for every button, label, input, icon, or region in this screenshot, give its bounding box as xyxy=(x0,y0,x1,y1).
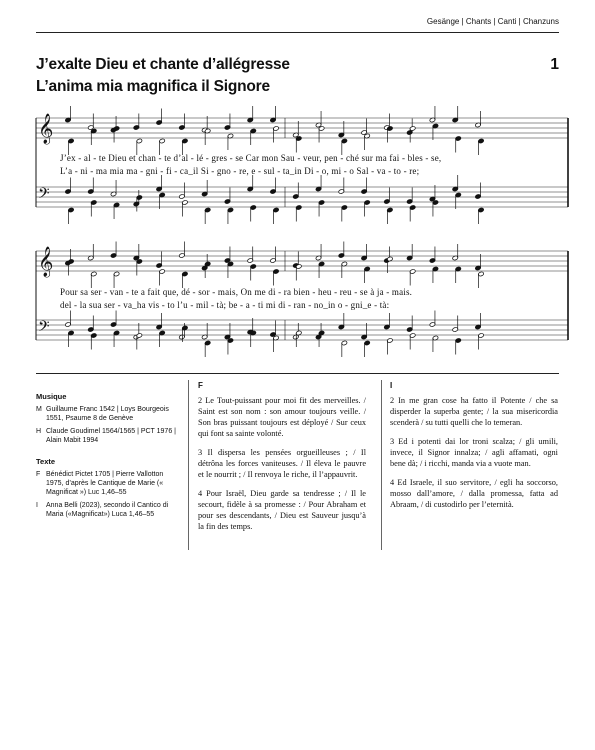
stanza-4: 4 Ed Israele, il suo servitore, / egli ha soccorso, mosso dall’amore, / dalla promessa, fatta ad Abraam, / di custodirlo per l’eternità. xyxy=(390,478,558,509)
bass-clef-icon: 𝄢 xyxy=(38,185,50,206)
treble-clef-icon: 𝄞 xyxy=(38,114,54,144)
lyrics-system1-french: J’ex - al - te Dieu et chan - te d’al - lé - gres - se Car mon Sau - veur, pen - ché sur ma fai - bles - se, xyxy=(60,153,442,163)
lyrics-system2-italian: del - la sua ser - va_ha vis - to l’u - mil - tà; be - a - ti mi di - ran - no_in o - gni_e - tà: xyxy=(60,300,390,310)
stanza-4: 4 Pour Israël, Dieu garde sa tendresse ; / Il le secourt, fidèle à sa promesse : / Pour Abraham et pour ses descendants, / Dieu est Sauveur jusqu’à la fin des temps. xyxy=(198,489,366,531)
text-heading: Texte xyxy=(36,457,56,466)
lyrics-system2-french: Pour sa ser - van - te a fait que, dé - sor - mais, On me di - ra bien - heu - reu - se à ja - mais. xyxy=(60,287,413,297)
credits-sidebar xyxy=(36,380,176,523)
lyrics-system1-italian: L’a - ni - ma mia ma - gni - fi - ca_il Si - gno - re, e - sul - ta_in Di - o, mi - o Sal - va - to - re; xyxy=(60,166,420,176)
running-header: Gesänge | Chants | Canti | Chanzuns xyxy=(36,16,559,33)
column-divider xyxy=(381,380,382,550)
credit-harmony: H Claude Goudimel 1564/1565 | PCT 1976 | Alain Mabit 1994 xyxy=(36,428,176,444)
song-title-french: J’exalte Dieu et chante d’allégresse xyxy=(36,56,290,73)
credit-melody: M Guillaume Franc 1542 | Loys Bourgeois 1551, Psaume 8 de Genève xyxy=(36,406,169,422)
song-number: 1 xyxy=(550,56,559,73)
column-divider xyxy=(188,380,189,550)
language-letter: F xyxy=(198,381,203,390)
stanza-3: 3 Il dispersa les pensées orgueilleuses ; / Il détrôna les forces vaniteuses. / Il éleva le pauvre et le nourrit ; / Il renvoya le riche, il l’appauvrit. xyxy=(198,448,366,479)
stanza-2: 2 Le Tout-puissant pour moi fit des merveilles. / Saint est son nom : son amour toujours veille. / Son bras puissant toujours est déployé / Sur ceux qui font sa sainte volonté. xyxy=(198,396,366,438)
section-divider xyxy=(36,373,559,374)
stanzas-french xyxy=(198,380,366,540)
stanzas-italian xyxy=(390,380,558,518)
stanza-2: 2 In me gran cose ha fatto il Potente / che sa disperder la superba gente; / la sua misericordia scenderà / su tutti quelli che lo temeran. xyxy=(390,396,558,427)
credit-text-french: F Bénédict Pictet 1705 | Pierre Vallotton 1975, d’après le Cantique de Marie (« Magnificat ») Luc 1,46–55 xyxy=(36,471,164,496)
credit-text-italian: I Anna Belli (2023), secondo il Cantico di Maria («Magnificat») Luca 1,46–55 xyxy=(36,502,169,518)
song-title-italian: L’anima mia magnifica il Signore xyxy=(36,78,270,95)
language-letter: I xyxy=(390,381,393,390)
treble-clef-icon: 𝄞 xyxy=(38,247,54,277)
music-heading: Musique xyxy=(36,392,67,401)
bass-clef-icon: 𝄢 xyxy=(38,318,50,339)
stanza-3: 3 Ed i potenti dai lor troni scalza; / gli umili, invece, il Signor innalza; / agli affamati, ogni bene dà; / i ricchi, manda via a vuote man. xyxy=(390,437,558,468)
